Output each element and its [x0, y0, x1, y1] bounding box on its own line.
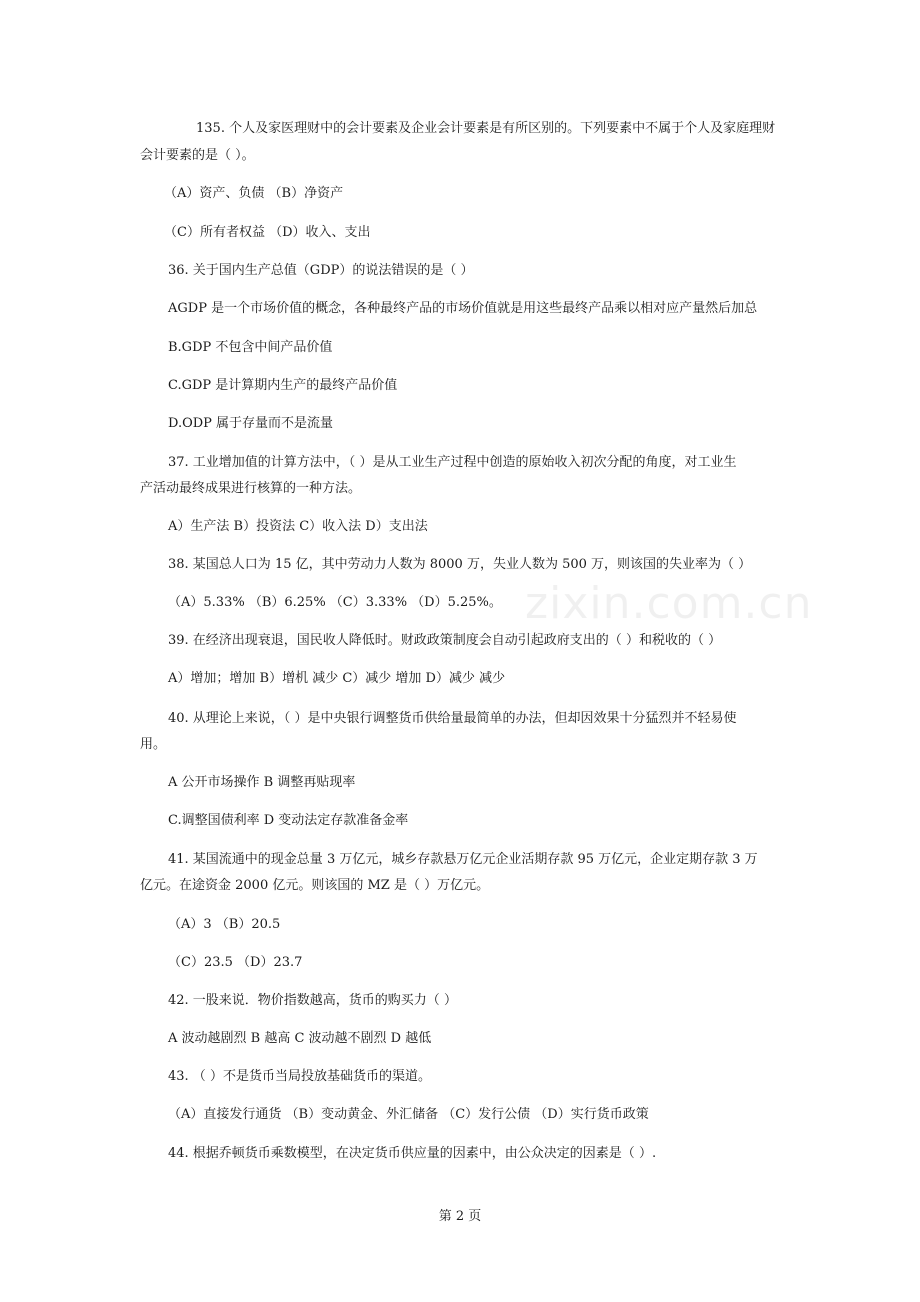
q36-option-c: C.GDP 是计算期内生产的最终产品价值 — [168, 378, 398, 393]
q38-question: 38. 某国总人口为 15 亿，其中劳动力人数为 8000 万，失业人数为 500 万，则该国的失业率为（ ） — [168, 557, 752, 572]
q37-line-1: 37. 工业增加值的计算方法中，（ ）是从工业生产过程中创造的原始收入初次分配的角度，对工业生 — [168, 455, 737, 470]
q41-line-1: 41. 某国流通中的现金总量 3 万亿元，城乡存款悬万亿元企业活期存款 95 万亿元，企业定期存款 3 万 — [168, 852, 758, 867]
q43-question: 43. （ ）不是货币当局投放基础货币的渠道。 — [168, 1069, 431, 1084]
q40-options-2: C.调整国债利率 D 变动法定存款准备金率 — [168, 813, 409, 828]
q36-question: 36. 关于国内生产总值（GDP）的说法错误的是（ ） — [168, 263, 474, 278]
page-number: 第 2 页 — [438, 1209, 482, 1224]
q37-line-2: 产活动最终成果进行核算的一种方法。 — [140, 481, 362, 496]
q40-options-1: A 公开市场操作 B 调整再贴现率 — [168, 775, 356, 790]
q43-options: （A）直接发行通货 （B）变动黄金、外汇储备 （C）发行公债 （D）实行货币政策 — [168, 1107, 649, 1122]
q42-options: A 波动越剧烈 B 越高 C 波动越不剧烈 D 越低 — [168, 1031, 432, 1046]
watermark: zixin.com.cn — [525, 578, 813, 629]
q42-question: 42. 一股来说．物价指数越高，货币的购买力（ ） — [168, 993, 457, 1008]
q39-question: 39. 在经济出现衰退，国民收人降低时。财政政策制度会自动引起政府支出的（ ）和税收的（ ） — [168, 633, 722, 648]
q37-options: A）生产法 B）投资法 C）收入法 D）支出法 — [168, 519, 428, 534]
q36-option-d: D.ODP 属于存量而不是流量 — [168, 416, 334, 431]
q40-line-2: 用。 — [140, 737, 167, 752]
q41-options-2: （C）23.5 （D）23.7 — [168, 955, 303, 970]
q40-line-1: 40. 从理论上来说，（ ）是中央银行调整货币供给量最简单的办法，但却因效果十分猛烈并不轻易使 — [168, 711, 737, 726]
q38-options: （A）5.33% （B）6.25% （C）3.33% （D）5.25%。 — [168, 595, 502, 610]
q36-option-b: B.GDP 不包含中间产品价值 — [168, 340, 333, 355]
q44-question: 44. 根据乔顿货币乘数模型，在决定货币供应量的因素中，由公众决定的因素是（ ）. — [168, 1146, 657, 1161]
q135-line-1: 135. 个人及家医理财中的会计要素及企业会计要素是有所区别的。下列要素中不属于个人及家庭理财 — [196, 121, 776, 136]
q135-options-1: （A）资产、负债 （B）净资产 — [164, 186, 344, 201]
q135-options-2: （C）所有者权益 （D）收入、支出 — [164, 225, 371, 240]
q41-line-2: 亿元。在途资金 2000 亿元。则该国的 MZ 是（ ）万亿元。 — [140, 878, 490, 893]
q135-line-2: 会计要素的是（ ）。 — [140, 148, 255, 163]
q36-option-a: AGDP 是一个市场价值的概念，各种最终产品的市场价值就是用这些最终产品乘以相对应产量然后加总 — [168, 301, 758, 316]
q39-options: A）增加；增加 B）增机 减少 C）减少 增加 D）减少 减少 — [168, 671, 506, 686]
q41-options-1: （A）3 （B）20.5 — [168, 917, 281, 932]
